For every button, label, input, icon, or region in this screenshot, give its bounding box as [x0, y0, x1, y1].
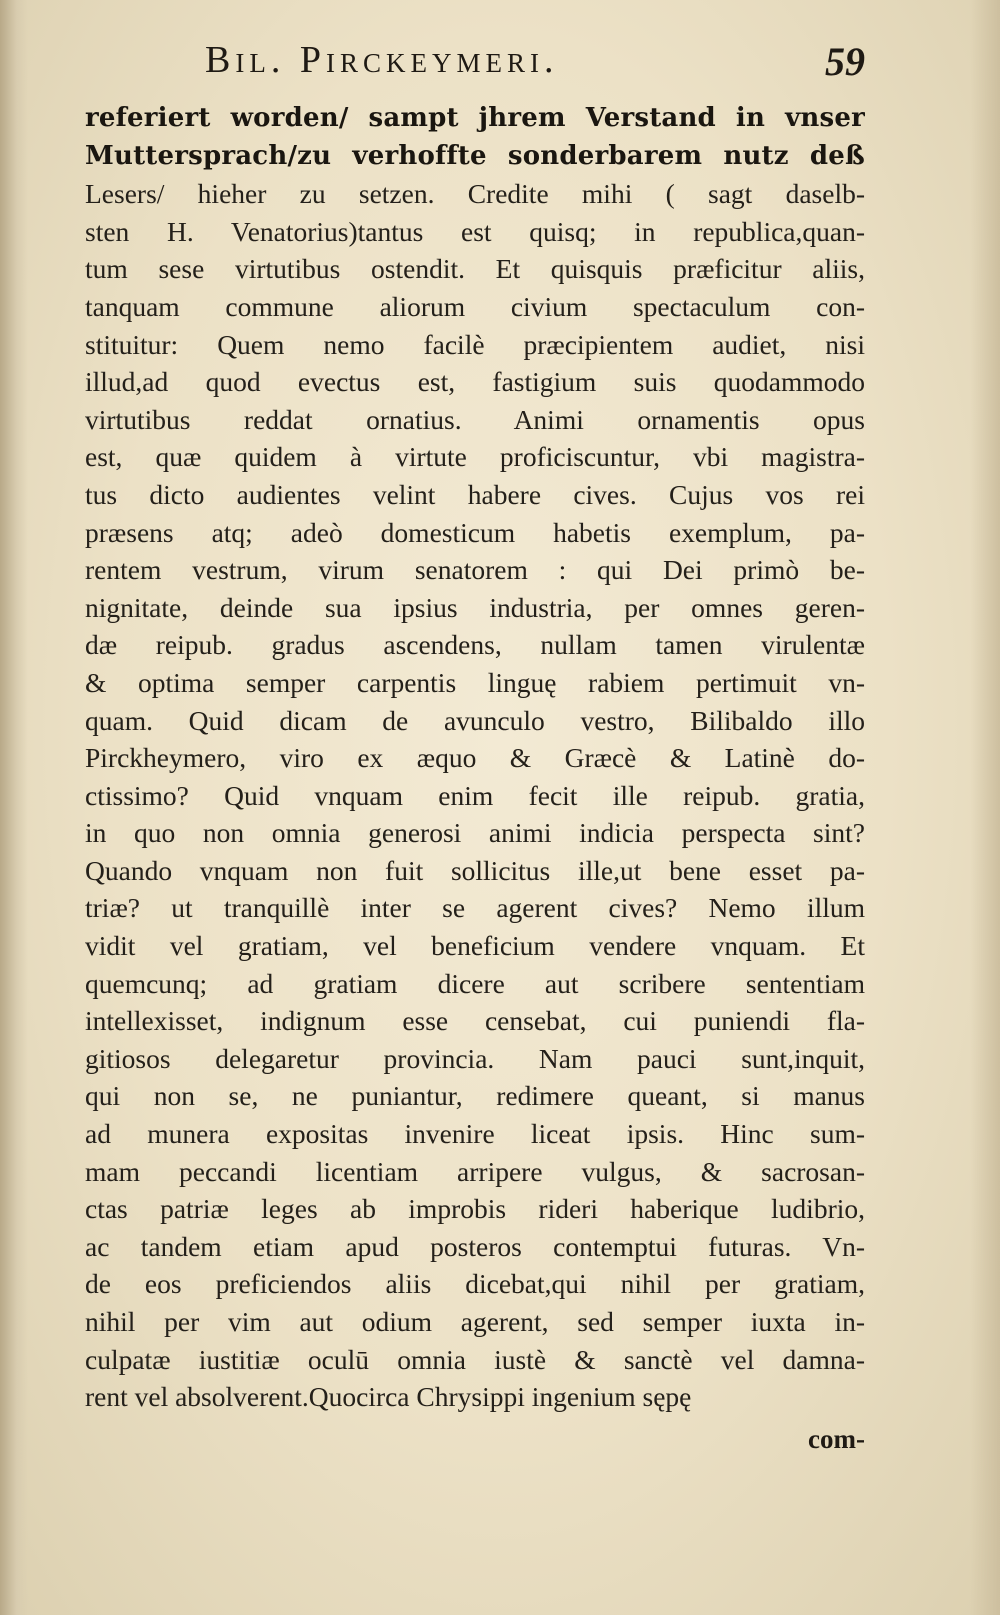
text-line: ctas patriæ leges ab improbis rideri haberique ludibrio, — [85, 1193, 865, 1225]
text-line: tanquam commune aliorum civium spectaculum con- — [85, 290, 865, 322]
text-line: Quando vnquam non fuit sollicitus ille,ut bene esset pa- — [85, 854, 865, 886]
text-line: tus dicto audientes velint habere cives. Cujus vos rei — [85, 478, 865, 510]
text-line: nignitate, deinde sua ipsius industria, per omnes geren- — [85, 591, 865, 623]
text-line: est, quæ quidem à virtute proficiscuntur, vbi magistra- — [85, 441, 865, 473]
text-line: ad munera expositas invenire liceat ipsis. Hinc sum- — [85, 1118, 865, 1150]
text-line: Pirckheymero, viro ex æquo & Græcè & Latinè do- — [85, 742, 865, 774]
text-line: triæ? ut tranquillè inter se agerent cives? Nemo illum — [85, 892, 865, 924]
page-header — [205, 38, 865, 88]
text-line: intellexisset, indignum esse censebat, cui puniendi fla- — [85, 1005, 865, 1037]
text-line: vidit vel gratiam, vel beneficium vendere vnquam. Et — [85, 930, 865, 962]
text-line: stituitur: Quem nemo facilè præcipientem audiet, nisi — [85, 328, 865, 360]
page-gutter-shadow — [0, 0, 28, 1615]
text-line: ctissimo? Quid vnquam enim fecit ille reipub. gratia, — [85, 779, 865, 811]
text-line: quemcunq; ad gratiam dicere aut scribere sententiam — [85, 967, 865, 999]
text-line: mam peccandi licentiam arripere vulgus, & sacrosan- — [85, 1155, 865, 1187]
text-line: Muttersprach/zu verhoffte sonderbarem nutz deß — [85, 140, 865, 171]
text-line: rent vel absolverent.Quocirca Chrysippi ingenium sępę — [85, 1381, 692, 1413]
text-line: quam. Quid dicam de avunculo vestro, Bilibaldo illo — [85, 704, 865, 736]
text-line: qui non se, ne puniantur, redimere queant, si manus — [85, 1080, 865, 1112]
text-line: in quo non omnia generosi animi indicia perspecta sint? — [85, 817, 865, 849]
page-edge-shadow — [970, 0, 1000, 1615]
text-line: gitiosos delegaretur provincia. Nam pauci sunt,inquit, — [85, 1042, 865, 1074]
text-line: illud,ad quod evectus est, fastigium suis quodammodo — [85, 366, 865, 398]
text-line: nihil per vim aut odium agerent, sed semper iuxta in- — [85, 1306, 865, 1337]
text-line: culpatæ iustitiæ oculū omnia iustè & sanctè vel damna- — [85, 1343, 865, 1375]
text-line: ac tandem etiam apud posteros contemptui futuras. Vn- — [85, 1230, 865, 1262]
text-line: Lesers/ hieher zu setzen. Credite mihi ( sagt daselb- — [85, 178, 865, 210]
running-head: Bil. Pirckeymeri. — [205, 39, 559, 81]
text-line: & optima semper carpentis linguę rabiem pertimuit vn- — [85, 666, 865, 698]
catchword: com- — [808, 1424, 865, 1454]
text-line: referiert worden/ sampt jhrem Verstand in vnser — [85, 103, 865, 133]
body-text — [85, 100, 865, 1416]
page-number: 59 — [825, 39, 865, 84]
text-line: virtutibus reddat ornatius. Animi ornamentis opus — [85, 403, 865, 435]
text-line: tum sese virtutibus ostendit. Et quisquis præficitur aliis, — [85, 253, 865, 285]
text-line: de eos preficiendos aliis dicebat,qui nihil per gratiam, — [85, 1268, 865, 1300]
text-line: sten H. Venatorius)tantus est quisq; in republica,quan- — [85, 215, 865, 247]
text-line: rentem vestrum, virum senatorem : qui Dei primò be- — [85, 554, 865, 586]
text-line: dæ reipub. gradus ascendens, nullam tamen virulentæ — [85, 629, 865, 661]
text-line: præsens atq; adeò domesticum habetis exemplum, pa- — [85, 516, 865, 548]
